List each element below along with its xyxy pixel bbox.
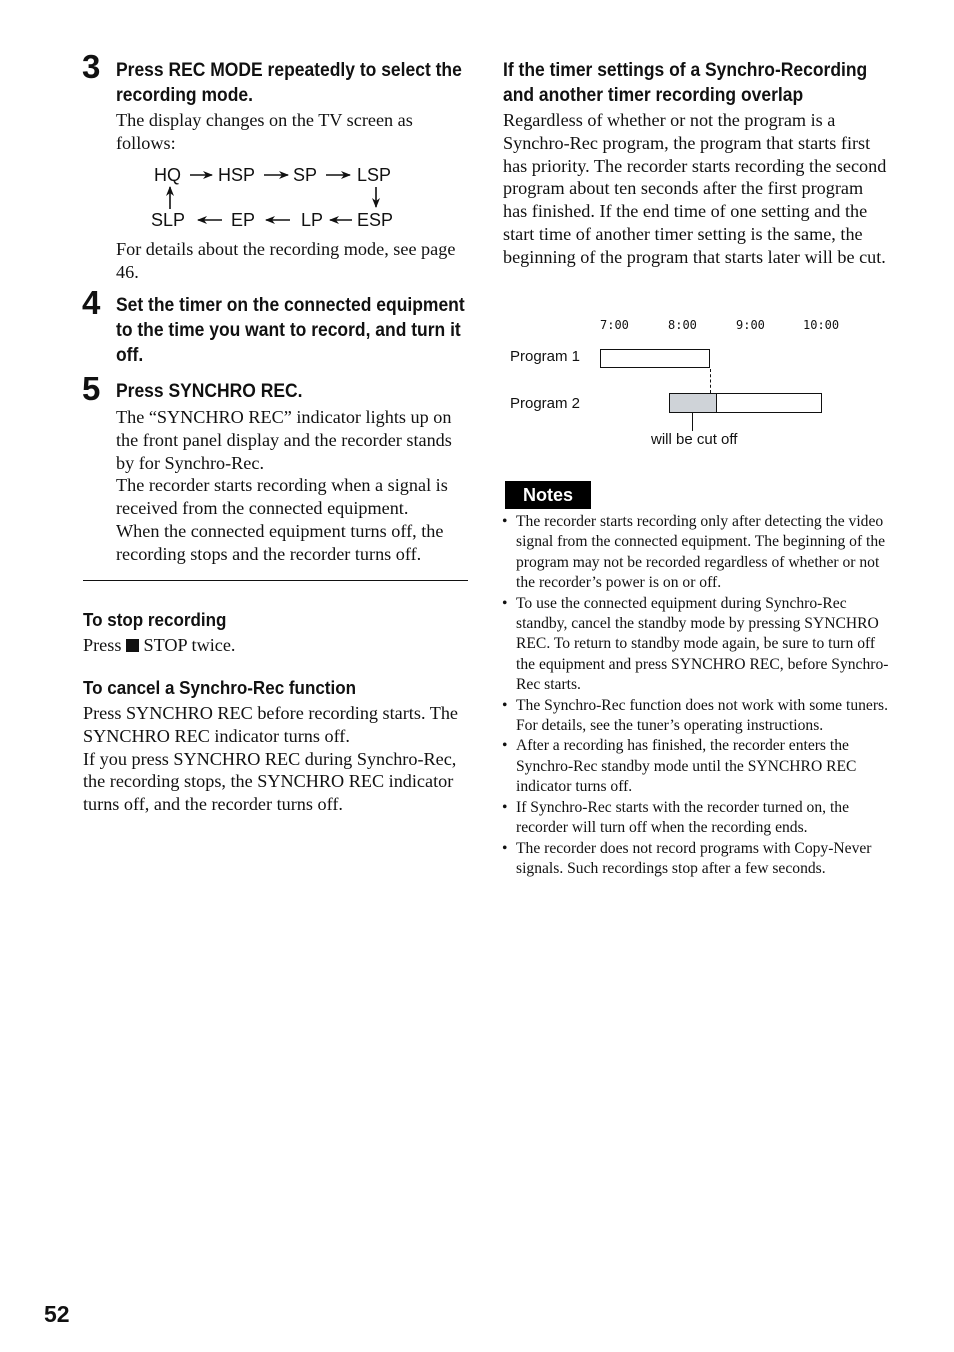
bullet: • (502, 839, 508, 857)
step-5-body (116, 406, 468, 566)
note-item (502, 798, 890, 839)
time-label-8: 8:00 (668, 318, 697, 332)
step-5-paragraph: When the connected equipment turns off, the recording stops and the recorder turns off. (116, 520, 444, 564)
note-item (502, 512, 890, 594)
step-5-paragraph: The recorder starts recording when a signal is received from the connected equipment. (116, 475, 448, 519)
bullet: • (502, 798, 508, 816)
step-4-heading-line: Set the timer on the connected equipment (116, 295, 465, 316)
note-item (502, 696, 890, 737)
cut-off-label: will be cut off (651, 431, 738, 448)
mode-sp: SP (293, 165, 318, 185)
step-number-3: 3 (82, 48, 101, 85)
section-divider (83, 580, 468, 581)
overlap-text: Regardless of whether or not the program is a Synchro-Rec program, the program that starts first has priority. The recorder starts recording the second program about ten seconds after the first program has finished. If the end time of one setting and the start time of another timer setting is the same, the beginning of the program that starts later will be cut. (503, 110, 887, 267)
stop-recording-text (83, 634, 463, 657)
program-2-bar (716, 393, 822, 413)
step-number-4: 4 (82, 284, 101, 321)
mode-esp: ESP (357, 210, 394, 230)
step-4-heading-line: to the time you want to record, and turn it (116, 320, 461, 341)
step-4-heading-line: off. (116, 345, 144, 366)
mode-arrows (140, 160, 420, 235)
cancel-function-heading: To cancel a Synchro-Rec function (83, 677, 357, 698)
time-label-7: 7:00 (600, 318, 629, 332)
step-3-body-after: For details about the recording mode, see page 46. (116, 239, 456, 282)
notes-badge: Notes (505, 481, 591, 509)
page-number: 52 (44, 1301, 70, 1327)
program-1-bar (600, 349, 710, 368)
bullet: • (502, 513, 508, 530)
overlap-heading-line: and another timer recording overlap (503, 85, 804, 106)
step-4-heading (116, 293, 466, 368)
step-3-heading-line: recording mode. (116, 85, 253, 106)
stop-square-icon (126, 639, 139, 652)
step-5-heading-line: Press SYNCHRO REC. (116, 381, 303, 402)
step-5-paragraph: The “SYNCHRO REC” indicator lights up on the front panel display and the recorder stands by for Synchro-Rec. (116, 407, 452, 473)
note-item (502, 736, 890, 797)
program-2-label: Program 2 (510, 395, 581, 412)
program-1-label: Program 1 (510, 348, 581, 365)
note-item (502, 594, 890, 696)
end-time-dashed-line (710, 369, 711, 393)
stop-text-after: STOP twice. (138, 635, 236, 655)
note-text: If Synchro-Rec starts with the recorder turned on, the recorder will turn off when the recording ends. (516, 798, 849, 837)
step-3-heading-line: Press REC MODE repeatedly to select the (116, 60, 462, 81)
mode-lp: LP (301, 210, 324, 230)
notes-list (502, 512, 890, 879)
step-5-heading (116, 379, 466, 404)
note-text: After a recording has finished, the recorder enters the Synchro-Rec standby mode until the SYNCHRO REC indicator turns off. (516, 737, 857, 796)
cut-pointer-line (692, 413, 693, 431)
note-text: The Synchro-Rec function does not work with some tuners. For details, see the tuner’s operating instructions. (516, 696, 889, 735)
stop-recording-heading: To stop recording (83, 609, 227, 630)
note-text: To use the connected equipment during Synchro-Rec standby, cancel the standby mode by pressing SYNCHRO REC. To return to standby mode again, be sure to turn off the equipment and press SYNCHRO REC, before Synchro-Rec starts. (516, 594, 889, 694)
step-3-heading (116, 58, 466, 108)
mode-lsp: LSP (357, 165, 392, 185)
step-number-5: 5 (82, 370, 101, 407)
mode-slp: SLP (151, 210, 186, 230)
bullet: • (502, 696, 508, 714)
step-3-body: The display changes on the TV screen as follows: (116, 110, 413, 153)
time-label-10: 10:00 (803, 318, 840, 332)
bullet: • (502, 737, 508, 755)
note-text: The recorder starts recording only after detecting the video signal from the connected equipment. The beginning of the program may not be recorded regardless of whether or not the recorder’s power is on or off. (516, 513, 886, 592)
cancel-paragraph: Press SYNCHRO REC before recording starts. The SYNCHRO REC indicator turns off. (83, 703, 458, 746)
mode-hq: HQ (154, 165, 181, 185)
overlap-heading (503, 58, 880, 108)
mode-hsp: HSP (218, 165, 256, 185)
bullet: • (502, 594, 508, 612)
note-text: The recorder does not record programs with Copy-Never signals. Such recordings stop after a few seconds. (516, 839, 872, 877)
cancel-function-body (83, 702, 458, 816)
note-item (502, 839, 890, 880)
mode-ep: EP (231, 210, 256, 230)
time-label-9: 9:00 (736, 318, 765, 332)
stop-text-before: Press (83, 635, 126, 655)
program-2-cut-segment (669, 393, 717, 413)
overlap-heading-line: If the timer settings of a Synchro-Recording (503, 60, 868, 81)
cancel-paragraph: If you press SYNCHRO REC during Synchro-Rec, the recording stops, the SYNCHRO REC indicator turns off, and the recorder turns off. (83, 748, 457, 815)
